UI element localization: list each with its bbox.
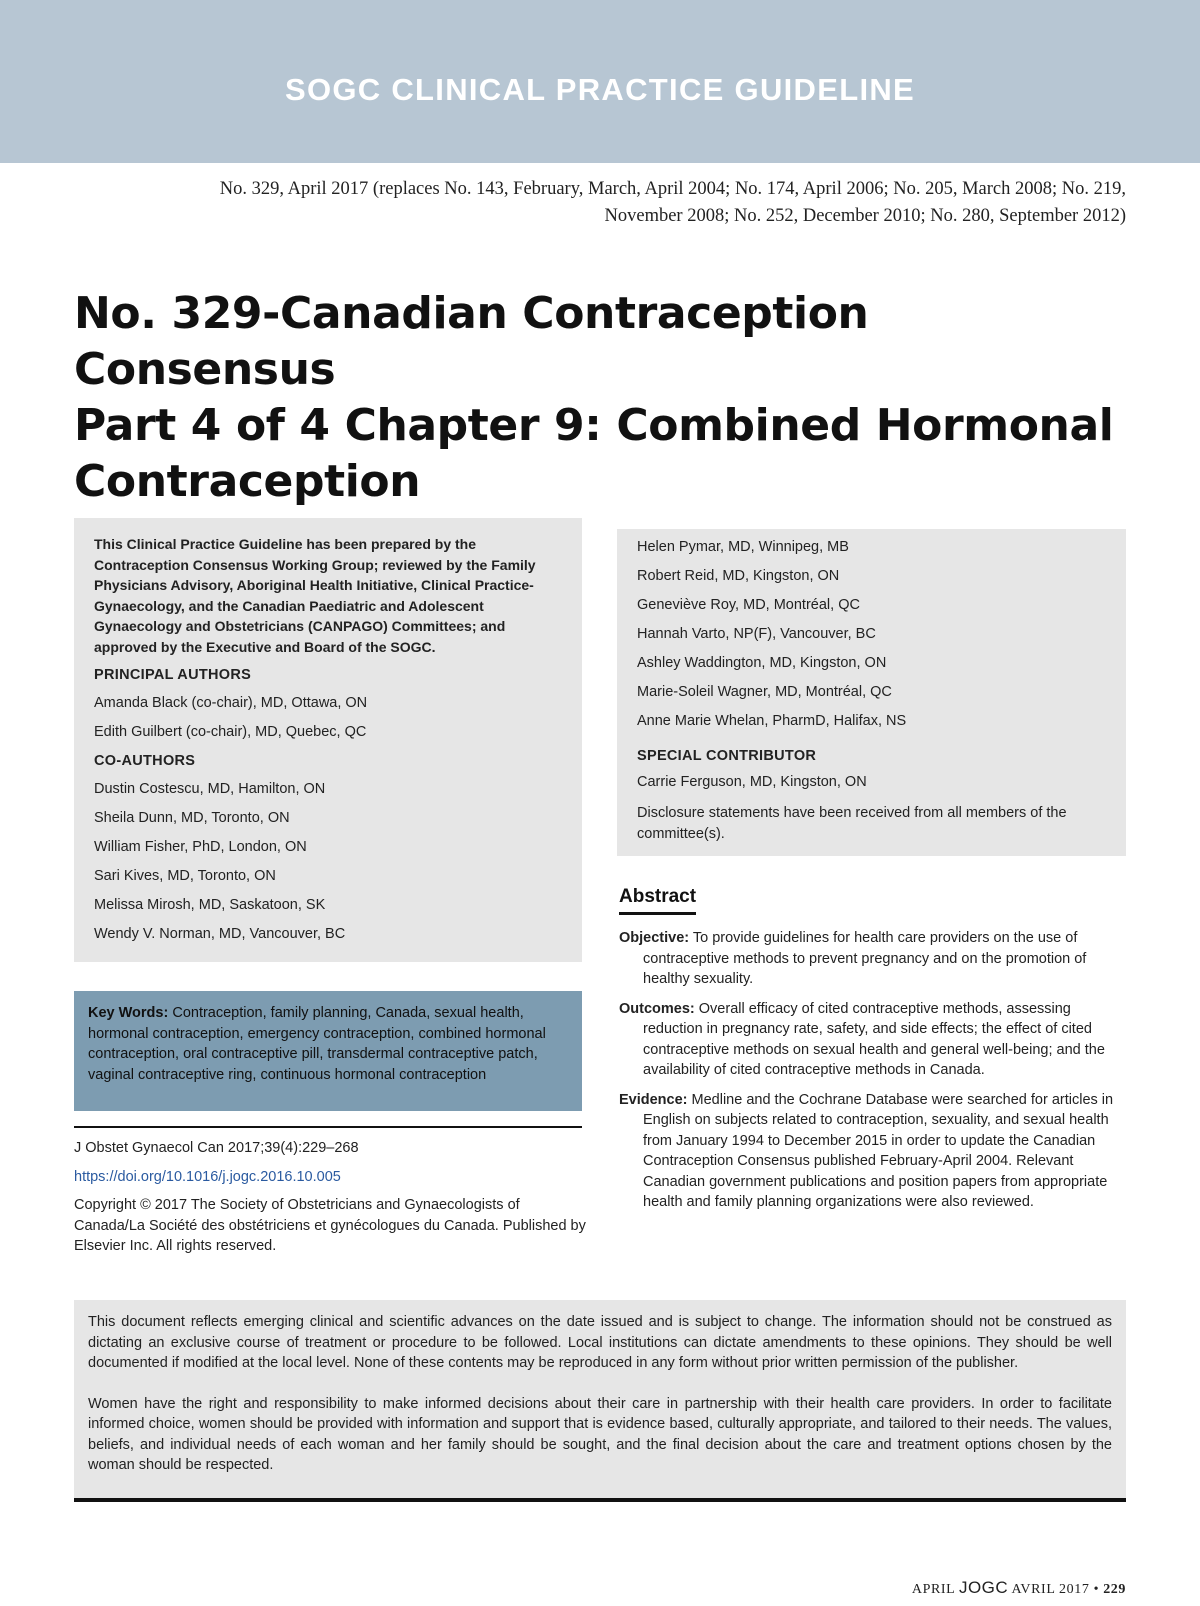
footer-journal: JOGC bbox=[958, 1578, 1009, 1597]
citation-block bbox=[74, 1138, 594, 1257]
author-item: Anne Marie Whelan, PharmD, Halifax, NS bbox=[637, 713, 907, 729]
author-item: Amanda Black (co-chair), MD, Ottawa, ON bbox=[94, 695, 368, 711]
authors-box bbox=[74, 518, 582, 962]
objective-text: To provide guidelines for health care providers on the use of contraceptive methods to prevent pregnancy and on the promotion of healthy sexuality. bbox=[643, 930, 1087, 987]
author-item: Hannah Varto, NP(F), Vancouver, BC bbox=[637, 626, 876, 642]
author-item: Geneviève Roy, MD, Montréal, QC bbox=[637, 597, 860, 613]
replaces-note bbox=[74, 176, 1126, 230]
author-item: Helen Pymar, MD, Winnipeg, MB bbox=[637, 539, 849, 555]
principal-authors-heading: PRINCIPAL AUTHORS bbox=[94, 667, 252, 683]
article-title bbox=[74, 286, 1134, 510]
divider bbox=[74, 1126, 582, 1128]
page-footer bbox=[912, 1578, 1126, 1598]
abstract-outcomes bbox=[619, 999, 1129, 1081]
author-item: Melissa Mirosh, MD, Saskatoon, SK bbox=[94, 897, 326, 913]
replaces-line-2: November 2008; No. 252, December 2010; No. 280, September 2012) bbox=[604, 206, 1126, 226]
keywords-text: Contraception, family planning, Canada, sexual health, hormonal contraception, emergency contraception, combined hormonal contraception, oral contraceptive pill, transdermal contraceptive patch, vaginal contraceptive ring, continuous hormonal contraception bbox=[88, 1005, 546, 1083]
author-item: Wendy V. Norman, MD, Vancouver, BC bbox=[94, 926, 346, 942]
author-item: Dustin Costescu, MD, Hamilton, ON bbox=[94, 781, 326, 797]
informed-choice-paragraph: Women have the right and responsibility to make informed decisions about their care in partnership with their health care providers. In order to facilitate informed choice, women should be provided with information and support that is evidence based, culturally appropriate, and tailored to their needs. The values, beliefs, and individual needs of each woman and her family should be sought, and the final decision about the care and treatment options chosen by the woman should be respected. bbox=[88, 1395, 1112, 1473]
keywords-label: Key Words: bbox=[88, 1005, 169, 1021]
authors-box-continued bbox=[617, 529, 1126, 856]
special-contributor: Carrie Ferguson, MD, Kingston, ON bbox=[637, 774, 867, 790]
author-item: Edith Guilbert (co-chair), MD, Quebec, QC bbox=[94, 724, 367, 740]
page-number: 229 bbox=[1103, 1582, 1126, 1597]
author-item: Ashley Waddington, MD, Kingston, ON bbox=[637, 655, 887, 671]
abstract-objective bbox=[619, 928, 1129, 990]
title-line-2: Part 4 of 4 Chapter 9: Combined Hormonal bbox=[74, 400, 1114, 451]
author-item: William Fisher, PhD, London, ON bbox=[94, 839, 307, 855]
doi-link[interactable]: https://doi.org/10.1016/j.jogc.2016.10.005 bbox=[74, 1168, 341, 1185]
footer-month-fr: AVRIL 2017 bbox=[1011, 1582, 1090, 1597]
disclaimer-box bbox=[74, 1300, 1126, 1498]
disclaimer-paragraph: This document reflects emerging clinical and scientific advances on the date issued and is subject to change. The information should not be construed as dictating an exclusive course of treatment or procedure to be followed. Local institutions can dictate amendments to these opinions. They should be well documented if modified at the local level. None of these contents may be reproduced in any form without prior written permission of the publisher. bbox=[88, 1314, 1112, 1371]
title-line-1: No. 329-Canadian Contraception Consensus bbox=[74, 288, 869, 395]
author-item: Marie-Soleil Wagner, MD, Montréal, QC bbox=[637, 684, 892, 700]
bottom-divider bbox=[74, 1498, 1126, 1502]
outcomes-label: Outcomes: bbox=[619, 1000, 695, 1017]
abstract-body bbox=[619, 928, 1129, 1222]
section-label: SOGC CLINICAL PRACTICE GUIDELINE bbox=[284, 72, 916, 107]
header-banner bbox=[0, 0, 1200, 163]
coauthors-heading: CO-AUTHORS bbox=[94, 753, 196, 769]
special-contributor-heading: SPECIAL CONTRIBUTOR bbox=[637, 748, 817, 764]
outcomes-text: Overall efficacy of cited contraceptive methods, assessing reduction in pregnancy rate, safety, and side effects; the effect of cited contraceptive methods on sexual health and general well-being; and the availability of cited contraceptive methods in Canada. bbox=[643, 1000, 1105, 1078]
keywords-box bbox=[74, 991, 582, 1111]
author-item: Robert Reid, MD, Kingston, ON bbox=[637, 568, 840, 584]
evidence-text: Medline and the Cochrane Database were searched for articles in English on subjects related to contraception, sexuality, and sexual health from January 1994 to December 2015 in order to update the Canadian Contraception Consensus published February-April 2004. Relevant Canadian government publications and position papers from appropriate health and family planning organizations were also reviewed. bbox=[643, 1091, 1114, 1210]
abstract-heading: Abstract bbox=[619, 886, 696, 915]
footer-month-en: APRIL bbox=[911, 1582, 955, 1597]
replaces-line-1: No. 329, April 2017 (replaces No. 143, February, March, April 2004; No. 174, April 2006; No. 205, March 2008; No. 219, bbox=[219, 179, 1126, 199]
objective-label: Objective: bbox=[619, 930, 690, 946]
copyright-notice: Copyright © 2017 The Society of Obstetricians and Gynaecologists of Canada/La Société des obstétriciens et gynécologues du Canada. Published by Elsevier Inc. All rights reserved. bbox=[74, 1197, 586, 1254]
author-item: Sari Kives, MD, Toronto, ON bbox=[94, 868, 276, 884]
abstract-evidence bbox=[619, 1090, 1129, 1213]
disclosure-statement: Disclosure statements have been received from all members of the committee(s). bbox=[637, 805, 1067, 842]
author-item: Sheila Dunn, MD, Toronto, ON bbox=[94, 810, 290, 826]
title-line-3: Contraception bbox=[74, 456, 421, 507]
guideline-intro: This Clinical Practice Guideline has been prepared by the Contraception Consensus Working Group; reviewed by the Family Physicians Advisory, Aboriginal Health Initiative, Clinical Practice-Gynaecology, and the Canadian Paediatric and Adolescent Gynaecology and Obstetricians (CANPAGO) Committees; and approved by the Executive and Board of the SOGC. bbox=[94, 536, 536, 655]
journal-citation: J Obstet Gynaecol Can 2017;39(4):229–268 bbox=[74, 1140, 359, 1156]
evidence-label: Evidence: bbox=[619, 1091, 688, 1108]
footer-bullet: • bbox=[1093, 1582, 1100, 1597]
